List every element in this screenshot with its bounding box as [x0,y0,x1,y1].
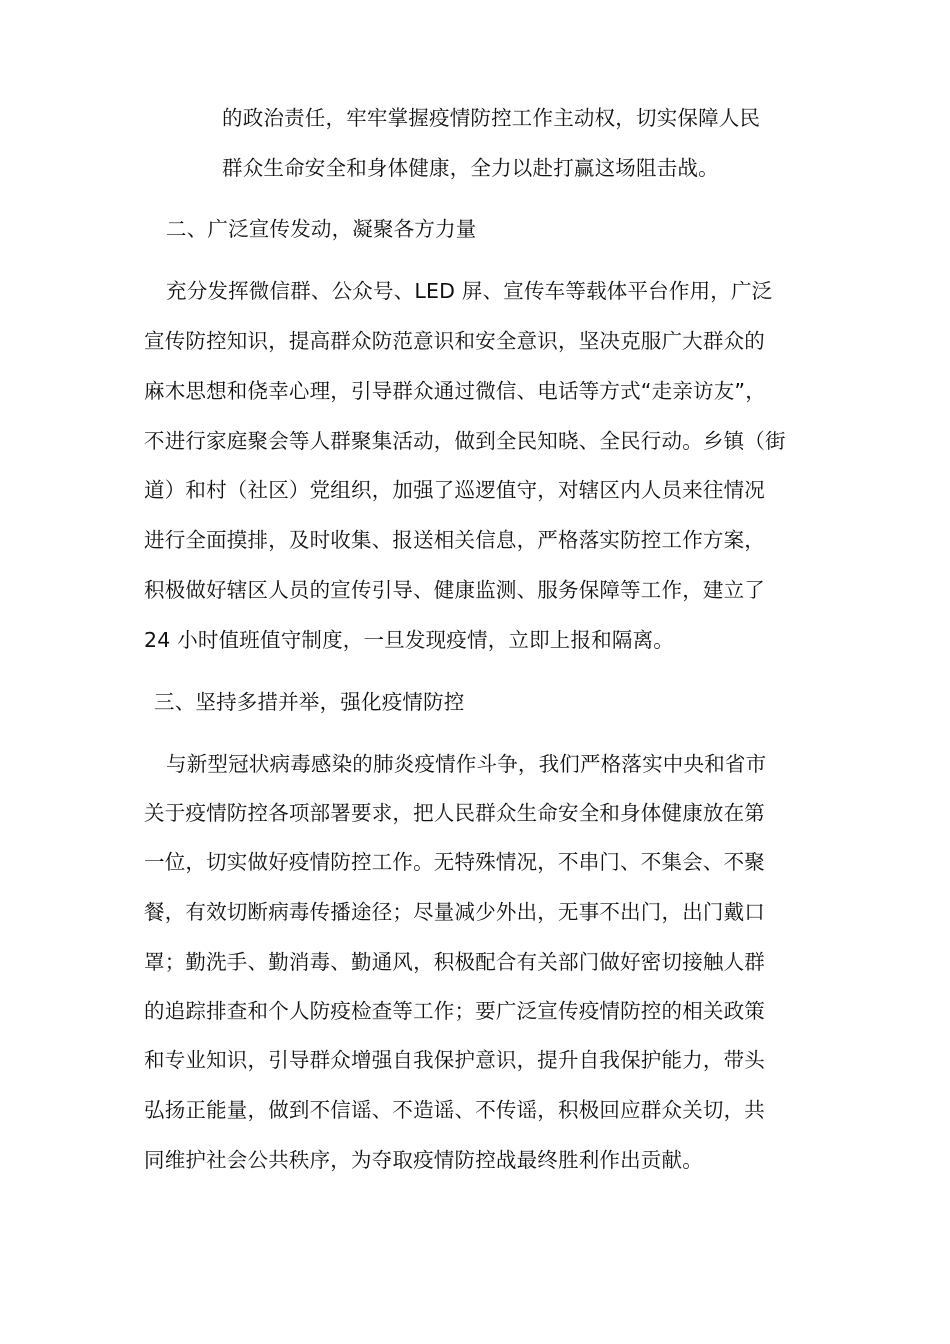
section-heading-3: 三、坚持多措并举，强化疫情防控 [154,690,465,714]
paragraph-line: 和专业知识，引导群众增强自我保护意识，提升自我保护能力，带头 [144,1048,765,1072]
paragraph-line: 积极做好辖区人员的宣传引导、健康监测、服务保障等工作，建立了 [144,578,765,602]
paragraph-line: 同维护社会公共秩序，为夺取疫情防控战最终胜利作出贡献。 [144,1148,703,1172]
paragraph-line: 关于疫情防控各项部署要求，把人民群众生命安全和身体健康放在第 [144,801,765,825]
paragraph-line: 餐，有效切断病毒传播途径；尽量减少外出，无事不出门，出门戴口 [144,900,765,924]
paragraph-line: 宣传防控知识，提高群众防范意识和安全意识，坚决克服广大群众的 [144,329,765,353]
paragraph-line: 进行全面摸排，及时收集、报送相关信息，严格落实防控工作方案， [144,528,765,552]
paragraph-line: 充分发挥微信群、公众号、LED 屏、宣传车等载体平台作用，广泛 [166,279,773,303]
paragraph-line: 麻木思想和侥幸心理，引导群众通过微信、电话等方式“走亲访友”， [144,379,766,403]
paragraph-line: 的追踪排查和个人防疫检查等工作；要广泛宣传疫情防控的相关政策 [144,999,765,1023]
paragraph-line: 与新型冠状病毒感染的肺炎疫情作斗争，我们严格落实中央和省市 [166,752,767,776]
paragraph-line: 24 小时值班值守制度，一旦发现疫情，立即上报和隔离。 [144,628,675,652]
paragraph-line: 一位，切实做好疫情防控工作。无特殊情况，不串门、不集会、不聚 [144,850,765,874]
paragraph-line: 群众生命安全和身体健康，全力以赴打赢这场阻击战。 [222,156,719,180]
paragraph-line: 不进行家庭聚会等人群聚集活动，做到全民知晓、全民行动。乡镇（街 [144,429,786,453]
section-heading-2: 二、广泛宣传发动，凝聚各方力量 [166,217,477,241]
paragraph-line: 罩；勤洗手、勤消毒、勤通风，积极配合有关部门做好密切接触人群 [144,950,765,974]
paragraph-line: 弘扬正能量，做到不信谣、不造谣、不传谣，积极回应群众关切，共 [144,1098,765,1122]
paragraph-line: 的政治责任，牢牢掌握疫情防控工作主动权，切实保障人民 [222,106,761,130]
paragraph-line: 道）和村（社区）党组织，加强了巡逻值守，对辖区内人员来往情况 [144,478,765,502]
